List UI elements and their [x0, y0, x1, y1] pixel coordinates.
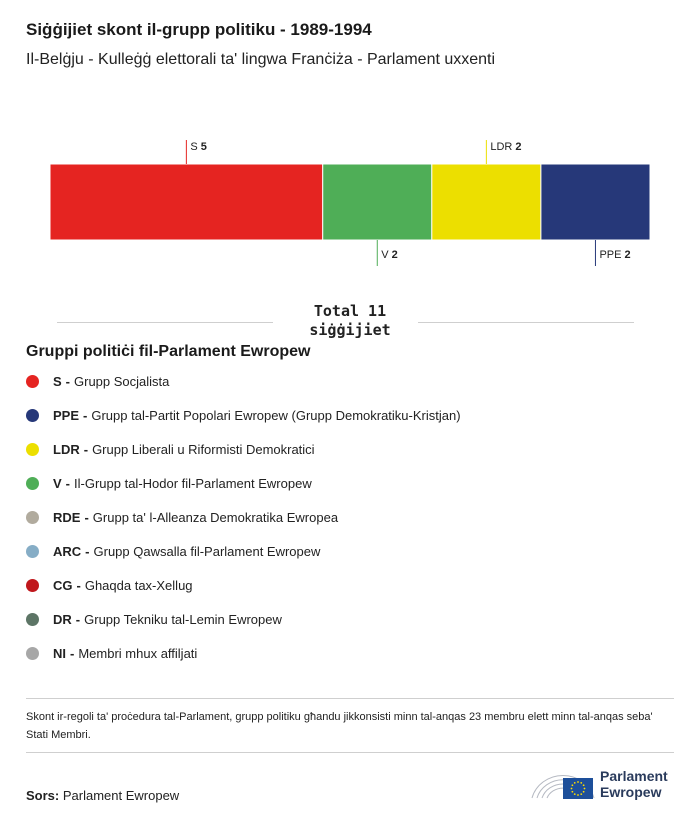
legend-abbr: ARC [53, 543, 82, 559]
legend-separator: - [65, 475, 71, 491]
legend-abbr: RDE [53, 509, 81, 525]
legend-swatch [26, 613, 39, 626]
eu-star-icon [577, 794, 579, 796]
legend-abbr: S [53, 373, 62, 389]
legend [26, 364, 461, 670]
chart-title: Siġġijiet skont il-grupp politiku - 1989-1994 [26, 20, 372, 39]
legend-swatch [26, 477, 39, 490]
legend-separator: - [84, 509, 89, 525]
eu-star-icon [583, 791, 585, 793]
total-divider-left [57, 322, 273, 323]
legend-separator: - [70, 645, 75, 661]
legend-label: Il-Grupp tal-Hodor fil-Parlament Ewropew [74, 475, 312, 491]
legend-swatch [26, 545, 39, 558]
legend-swatch [26, 579, 39, 592]
total-seats-label: Total 11 siġġijiet [309, 302, 391, 339]
legend-item-v [26, 466, 461, 500]
legend-swatch [26, 511, 39, 524]
footnote: Skont ir-regoli ta' proċedura tal-Parlament, grupp politiku għandu jikkonsisti minn tal-anqas 23 membru elett minn tal-anqas seba' Stati Membri. [26, 711, 653, 741]
bar-segment-v [323, 164, 432, 240]
logo-line-1: Parlament [600, 768, 668, 784]
legend-item-cg [26, 568, 461, 602]
legend-item-ldr [26, 432, 461, 466]
legend-label: Grupp Tekniku tal-Lemin Ewropew [84, 611, 282, 627]
legend-item-ni [26, 636, 461, 670]
legend-swatch [26, 375, 39, 388]
legend-separator: - [76, 577, 81, 593]
chart-subtitle: Il-Belġju - Kulleġġ elettorali ta' lingwa Franċiża - Parlament uxxenti [26, 51, 496, 68]
eu-star-icon [583, 784, 585, 786]
data-label-ldr: LDR 2 [490, 141, 522, 153]
legend-abbr: V [53, 475, 62, 491]
logo-line-2: Ewropew [600, 784, 662, 800]
legend-title: Gruppi politiċi fil-Parlament Ewropew [26, 343, 311, 360]
legend-abbr: LDR [53, 441, 80, 457]
data-label-ppe: PPE 2 [599, 249, 631, 261]
eu-star-icon [574, 793, 576, 795]
legend-label: Grupp Liberali u Riformisti Demokratici [92, 441, 315, 457]
eu-star-icon [571, 791, 573, 793]
data-label-s: S 5 [190, 141, 207, 153]
legend-separator: - [85, 543, 90, 559]
stacked-bar-chart [0, 130, 700, 280]
eu-star-icon [577, 781, 579, 783]
legend-swatch [26, 443, 39, 456]
divider-bottom [26, 752, 674, 753]
legend-item-rde [26, 500, 461, 534]
source [26, 788, 179, 803]
bar-segment-ppe [541, 164, 650, 240]
legend-label: Grupp Qawsalla fil-Parlament Ewropew [93, 543, 321, 559]
legend-label: Grupp ta' l-Alleanza Demokratika Ewropea [92, 509, 339, 525]
european-parliament-logo [530, 762, 680, 802]
legend-item-s [26, 364, 461, 398]
eu-star-icon [571, 784, 573, 786]
legend-swatch [26, 647, 39, 660]
legend-abbr: NI [53, 645, 66, 661]
hemicycle-icon [530, 762, 596, 802]
legend-separator: - [83, 441, 89, 457]
legend-abbr: PPE [53, 407, 80, 423]
legend-separator: - [65, 373, 71, 389]
legend-abbr: DR [53, 611, 72, 627]
logo-text [600, 768, 668, 800]
legend-item-dr [26, 602, 461, 636]
total-divider-right [418, 322, 634, 323]
legend-abbr: CG [53, 577, 73, 593]
divider-top [26, 698, 674, 699]
eu-star-icon [571, 788, 573, 790]
bar-segment-s [50, 164, 323, 240]
source-value: Parlament Ewropew [62, 788, 180, 803]
bar-segment-ldr [432, 164, 541, 240]
legend-item-ppe [26, 398, 461, 432]
legend-item-arc [26, 534, 461, 568]
eu-star-icon [584, 788, 586, 790]
data-label-v: V 2 [381, 249, 398, 261]
source-label: Sors: [26, 788, 60, 803]
eu-star-icon [580, 793, 582, 795]
eu-star-icon [574, 782, 576, 784]
eu-star-icon [580, 782, 582, 784]
legend-label: Grupp tal-Partit Popolari Ewropew (Grupp Demokratiku-Kristjan) [91, 407, 461, 423]
legend-separator: - [75, 611, 81, 627]
legend-label: Grupp Socjalista [74, 373, 170, 389]
legend-swatch [26, 409, 39, 422]
legend-separator: - [83, 407, 88, 423]
legend-label: Ghaqda tax-Xellug [84, 577, 193, 593]
legend-label: Membri mhux affiljati [78, 645, 198, 661]
